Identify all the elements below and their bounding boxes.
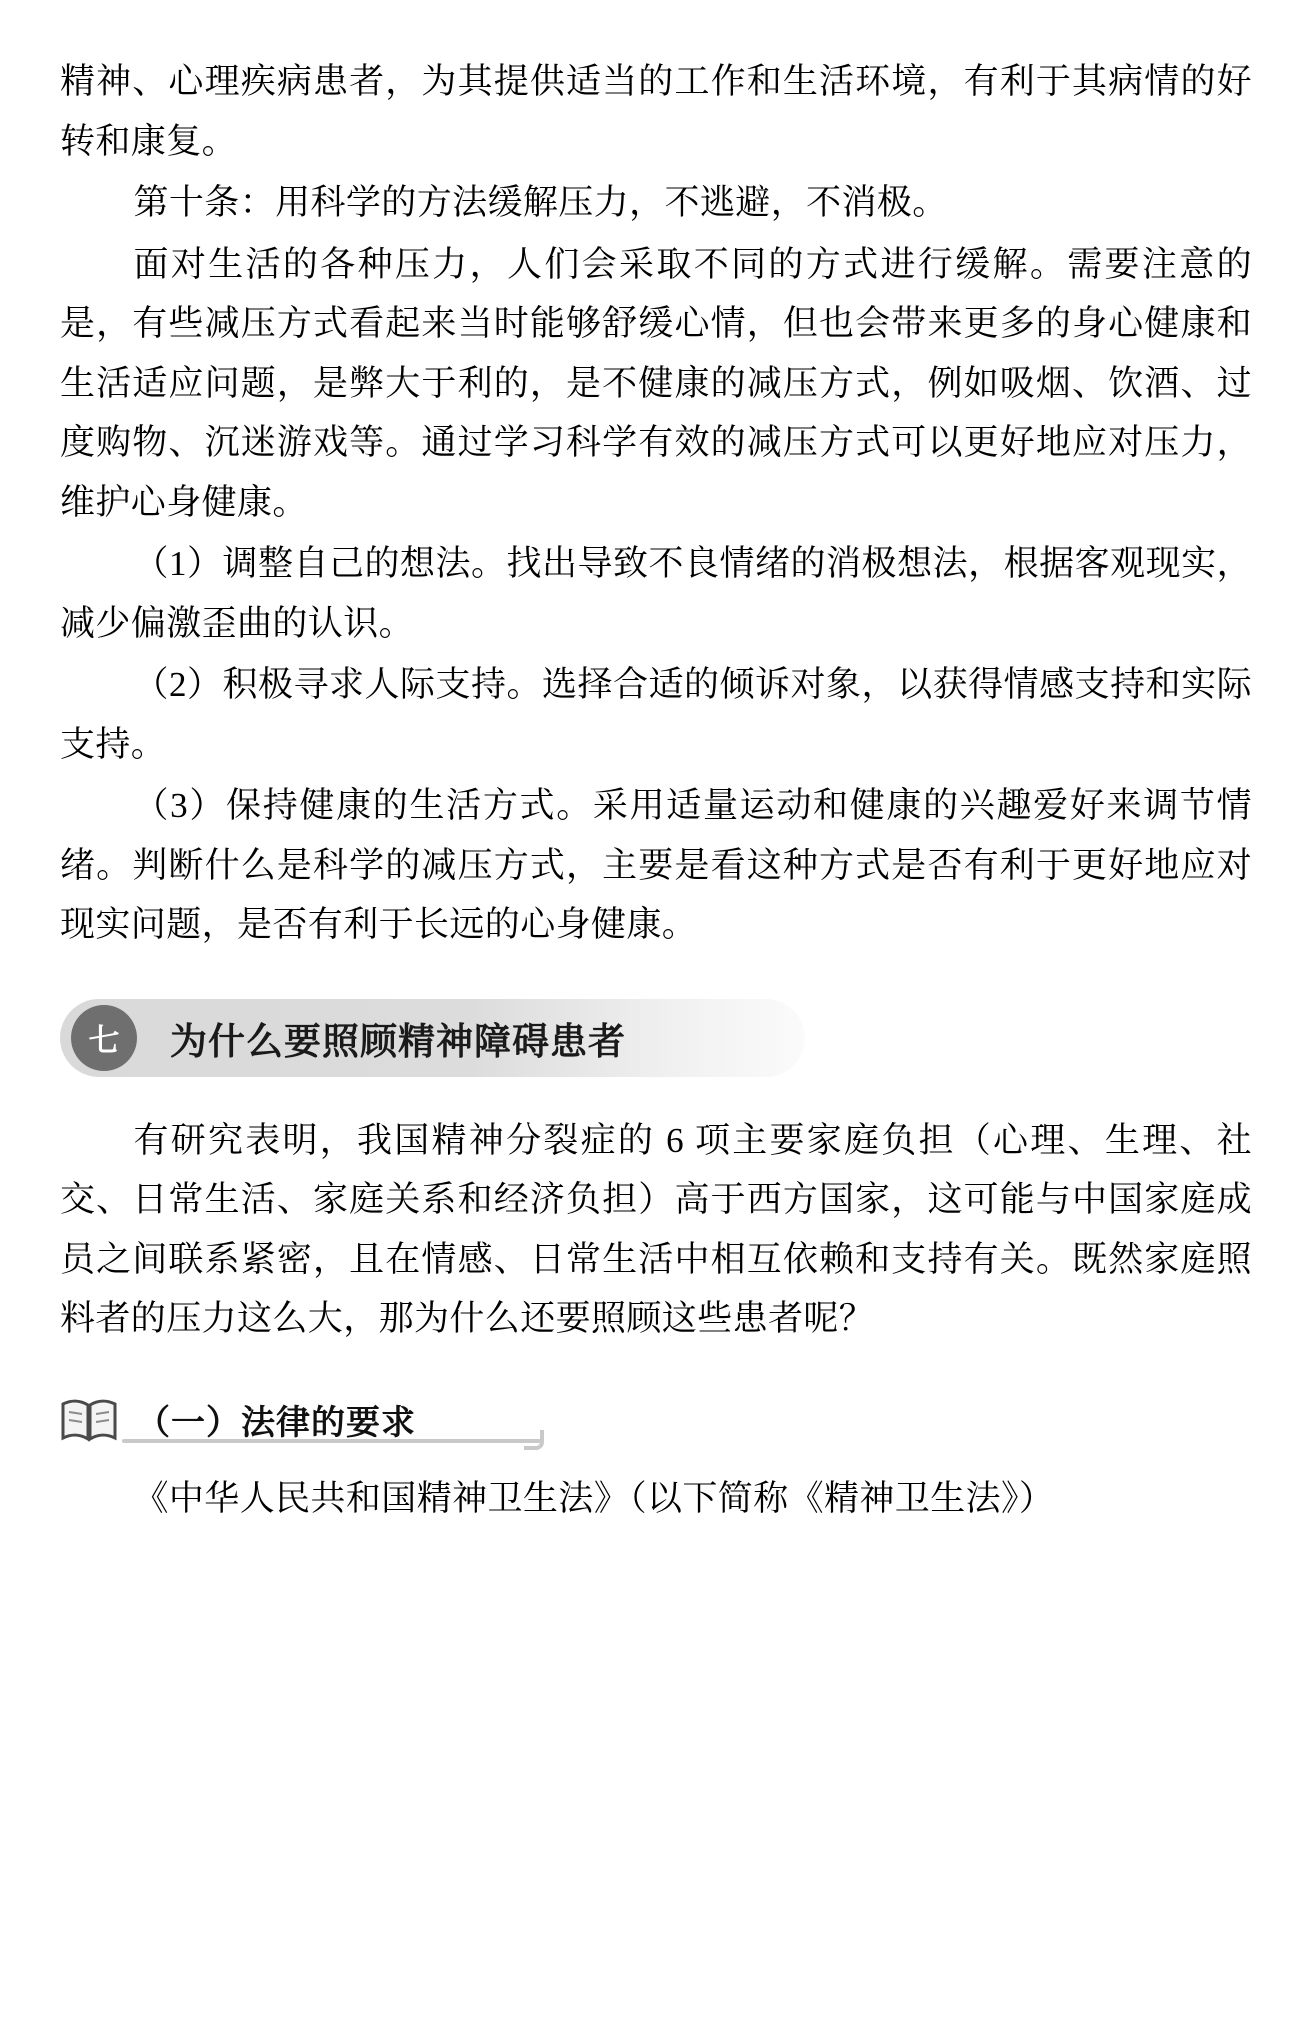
subsection-title: （一）法律的要求 [136,1404,416,1442]
section-number-badge: 七 [71,1005,137,1071]
paragraph-list-item-3: （3）保持健康的生活方式。采用适量运动和健康的兴趣爱好来调节情绪。判断什么是科学的减压方式，主要是看这种方式是否有利于更好地应对现实问题，是否有利于长远的心身健康。 [60,786,1252,944]
paragraph-list-item-1: （1）调整自己的想法。找出导致不良情绪的消极想法，根据客观现实，减少偏激歪曲的认识。 [60,544,1252,643]
paragraph-stress-relief: 面对生活的各种压力，人们会采取不同的方式进行缓解。需要注意的是，有些减压方式看起来当时能够舒缓心情，但也会带来更多的身心健康和生活适应问题，是弊大于利的，是不健康的减压方式，例如吸烟、饮酒、过度购物、沉迷游戏等。通过学习科学有效的减压方式可以更好地应对压力，维护心身健康。 [60,244,1252,522]
paragraph-continued: 精神、心理疾病患者，为其提供适当的工作和生活环境，有利于其病情的好转和康复。 [60,62,1252,161]
paragraph-article-ten: 第十条：用科学的方法缓解压力，不逃避，不消极。 [133,183,948,222]
subsection-heading [60,1389,1252,1451]
paragraph-mental-health-law: 《中华人民共和国精神卫生法》（以下简称《精神卫生法》） [133,1478,1055,1518]
book-icon [60,1397,118,1443]
paragraph-family-burden: 有研究表明，我国精神分裂症的 6 项主要家庭负担（心理、生理、社交、日常生活、家庭关系和经济负担）高于西方国家，这可能与中国家庭成员之间联系紧密，且在情感、日常生活中相互依赖和支持有关。既然家庭照料者的压力这么大，那为什么还要照顾这些患者呢？ [60,1120,1252,1338]
section-title: 为什么要照顾精神障碍患者 [170,1020,626,1062]
section-heading [60,999,805,1077]
paragraph-list-item-2: （2）积极寻求人际支持。选择合适的倾诉对象，以获得情感支持和实际支持。 [60,665,1252,764]
